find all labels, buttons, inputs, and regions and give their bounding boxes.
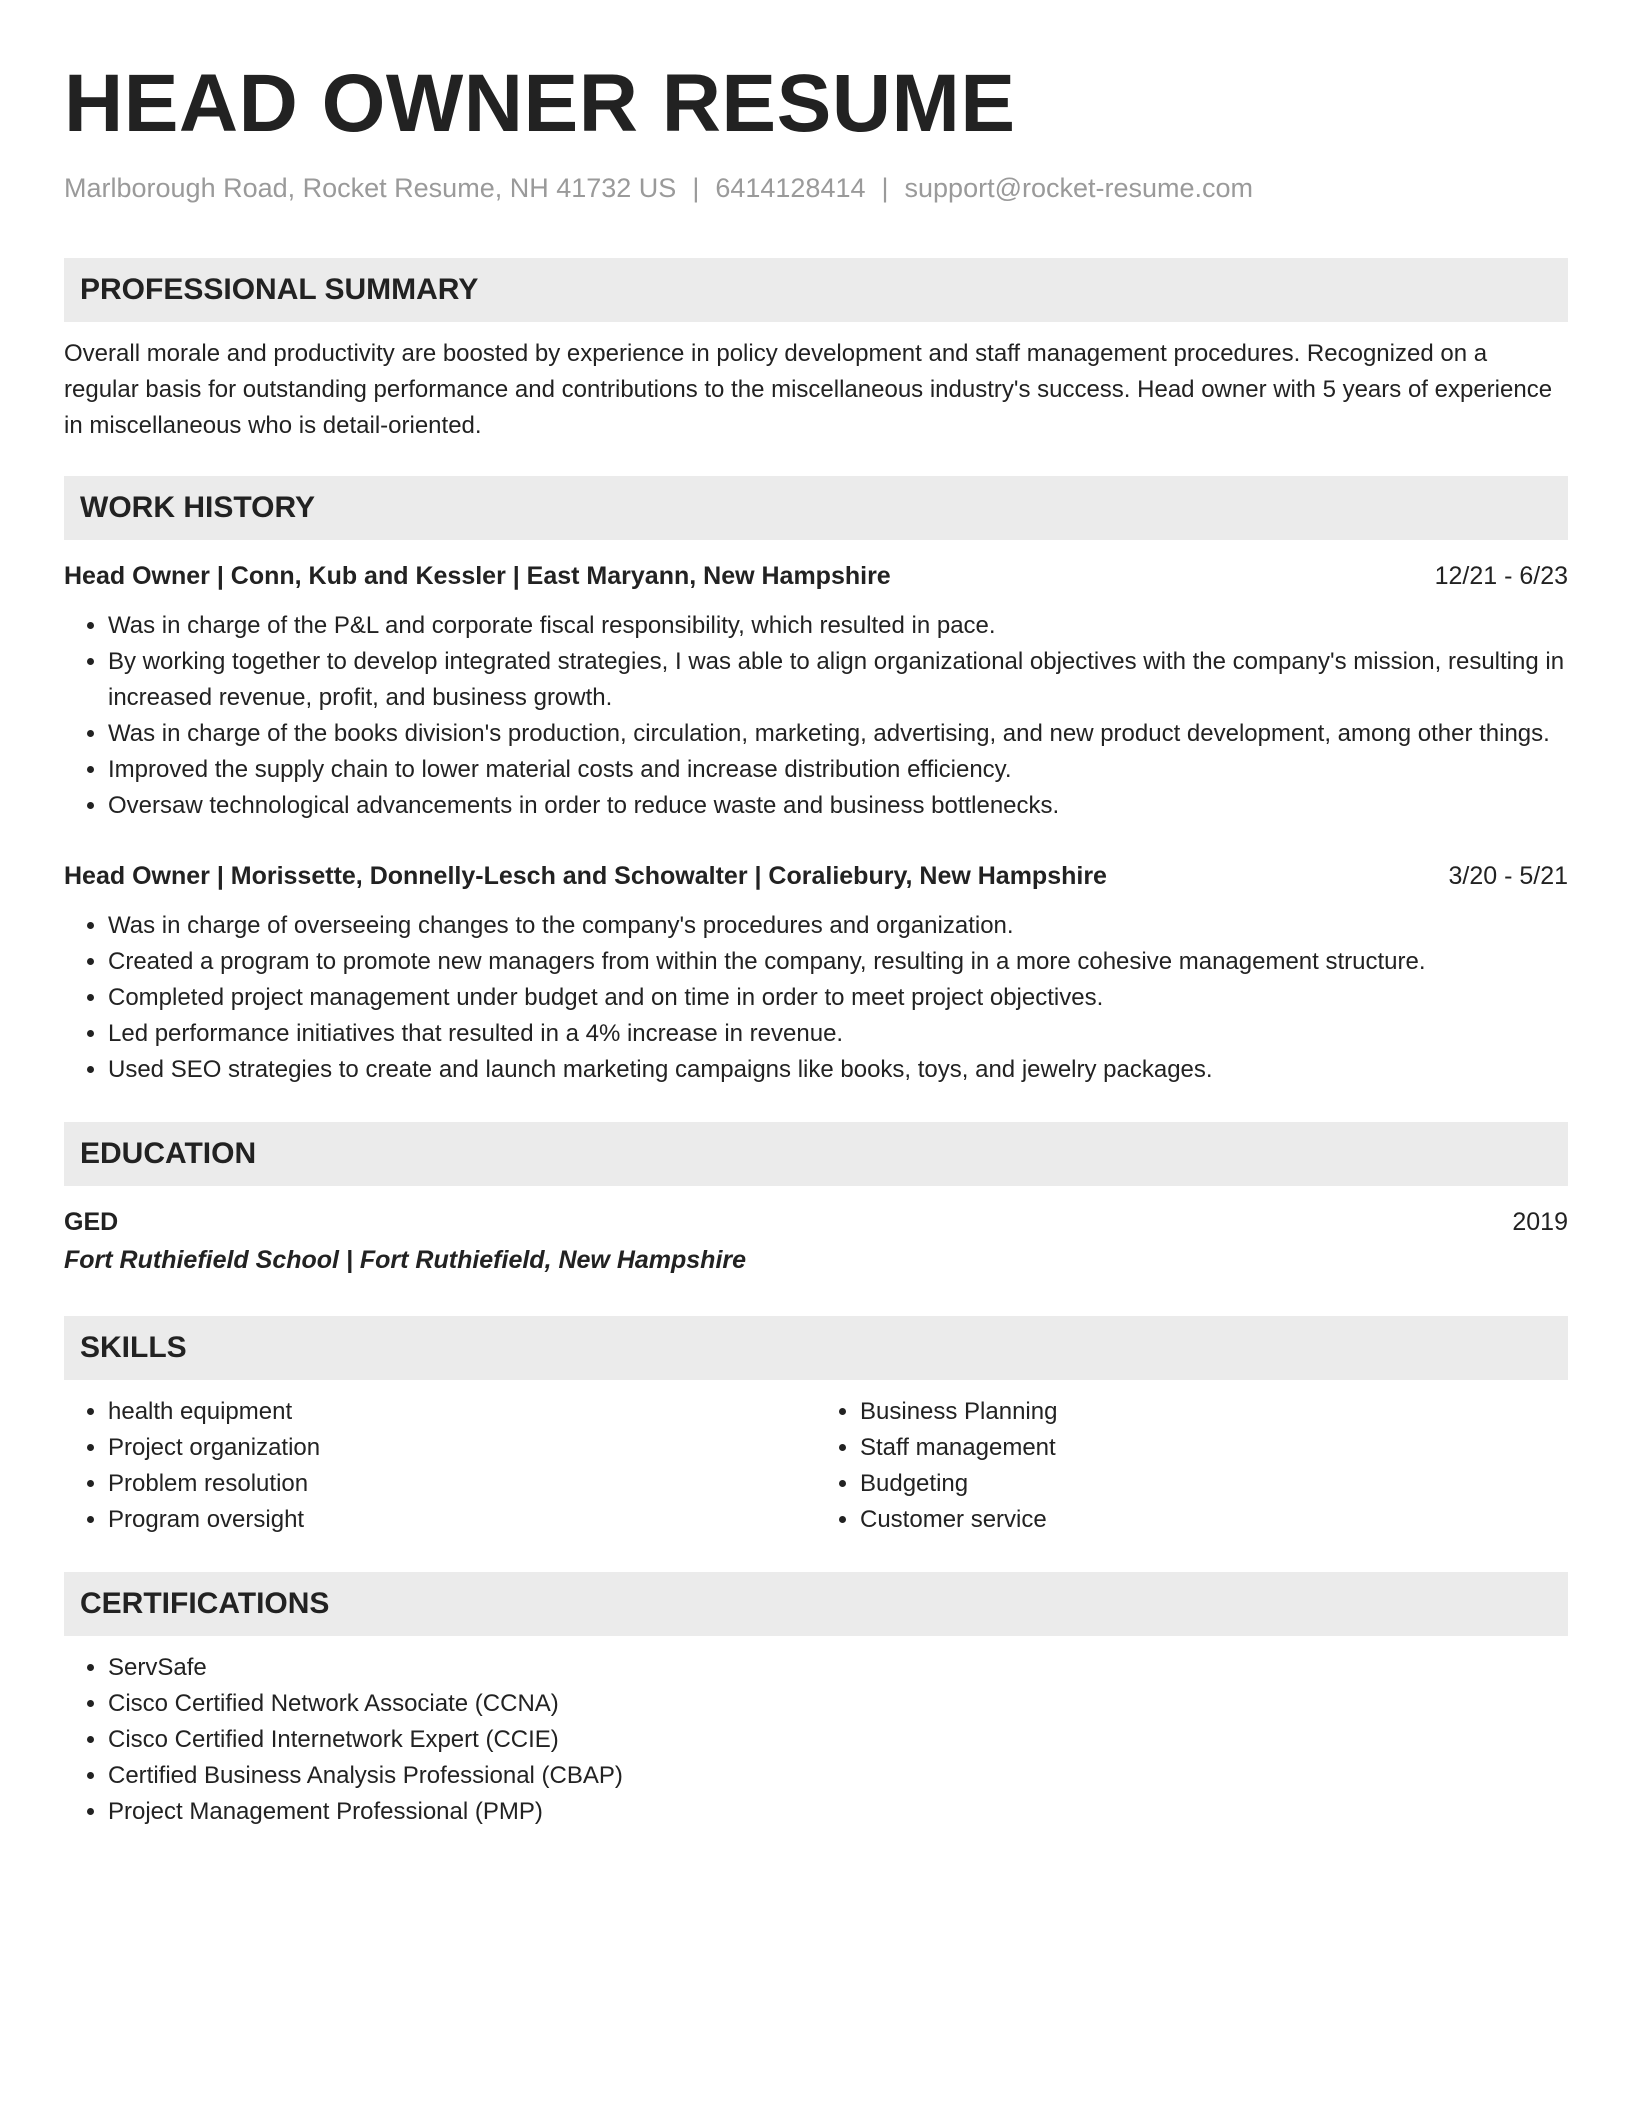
- job-title: Head Owner | Morissette, Donnelly-Lesch and Schowalter | Coraliebury, New Hampshire: [64, 862, 1107, 890]
- job-bullet: • Was in charge of overseeing changes to the company's procedures and organization.: [108, 908, 1568, 944]
- section-heading-skills: SKILLS: [64, 1316, 1568, 1380]
- contact-phone: 6414128414: [715, 173, 866, 203]
- job-header: [64, 858, 1568, 894]
- job-bullet: • Was in charge of the books division's production, circulation, marketing, advertising, and new product development, among other things.: [108, 716, 1568, 752]
- skills-list-right: [816, 1394, 1568, 1538]
- job-header: [64, 558, 1568, 594]
- contact-line: [64, 170, 1568, 206]
- section-heading-summary: PROFESSIONAL SUMMARY: [64, 258, 1568, 322]
- job-dates: 3/20 - 5/21: [1448, 862, 1568, 890]
- job-dates: 12/21 - 6/23: [1434, 562, 1568, 590]
- education-year: 2019: [1512, 1208, 1568, 1236]
- contact-separator: |: [692, 173, 700, 203]
- section-heading-work-history: WORK HISTORY: [64, 476, 1568, 540]
- contact-email: support@rocket-resume.com: [904, 173, 1254, 203]
- job-bullets: [64, 908, 1568, 1088]
- skill-item: • Project organization: [108, 1430, 816, 1466]
- job-bullet: • Was in charge of the P&L and corporate fiscal responsibility, which resulted in pace.: [108, 608, 1568, 644]
- skill-item: • Program oversight: [108, 1502, 816, 1538]
- job-bullet: • Created a program to promote new managers from within the company, resulting in a more cohesive management structure.: [108, 944, 1568, 980]
- job-bullet: • Used SEO strategies to create and launch marketing campaigns like books, toys, and jewelry packages.: [108, 1052, 1568, 1088]
- job-bullet: • Oversaw technological advancements in order to reduce waste and business bottlenecks.: [108, 788, 1568, 824]
- skill-item: • Business Planning: [860, 1394, 1568, 1430]
- job-bullet: • Completed project management under budget and on time in order to meet project objectives.: [108, 980, 1568, 1016]
- education-row: [64, 1204, 1568, 1240]
- job-bullet: • Improved the supply chain to lower material costs and increase distribution efficiency.: [108, 752, 1568, 788]
- skill-item: • health equipment: [108, 1394, 816, 1430]
- certification-item: • Project Management Professional (PMP): [108, 1794, 1568, 1830]
- summary-text: Overall morale and productivity are boosted by experience in policy development and staff management procedures. Recognized on a regular basis for outstanding performance and contributions to the miscellaneous industry's success. Head owner with 5 years of experience in miscellaneous who is detail-oriented.: [64, 340, 1553, 439]
- skill-item: • Budgeting: [860, 1466, 1568, 1502]
- job-entry: [64, 558, 1568, 824]
- skill-item: • Customer service: [860, 1502, 1568, 1538]
- job-title: Head Owner | Conn, Kub and Kessler | East Maryann, New Hampshire: [64, 562, 891, 590]
- certifications-list: [64, 1650, 1568, 1830]
- job-entry: [64, 858, 1568, 1088]
- job-bullets: [64, 608, 1568, 824]
- resume-title: HEAD OWNER RESUME: [64, 58, 1016, 149]
- contact-separator: |: [881, 173, 889, 203]
- job-bullet: • By working together to develop integrated strategies, I was able to align organizational objectives with the company's mission, resulting in increased revenue, profit, and business growth.: [108, 644, 1568, 716]
- education-school: Fort Ruthiefield School | Fort Ruthiefield, New Hampshire: [64, 1246, 747, 1274]
- skills-list-left: [64, 1394, 816, 1538]
- certification-item: • Cisco Certified Network Associate (CCNA): [108, 1686, 1568, 1722]
- certification-item: • ServSafe: [108, 1650, 1568, 1686]
- skill-item: • Staff management: [860, 1430, 1568, 1466]
- section-heading-certifications: CERTIFICATIONS: [64, 1572, 1568, 1636]
- certification-item: • Certified Business Analysis Professional (CBAP): [108, 1758, 1568, 1794]
- education-degree: GED: [64, 1208, 119, 1236]
- contact-address: Marlborough Road, Rocket Resume, NH 41732 US: [64, 173, 677, 203]
- job-bullet: • Led performance initiatives that resulted in a 4% increase in revenue.: [108, 1016, 1568, 1052]
- certification-item: • Cisco Certified Internetwork Expert (CCIE): [108, 1722, 1568, 1758]
- skill-item: • Problem resolution: [108, 1466, 816, 1502]
- section-heading-education: EDUCATION: [64, 1122, 1568, 1186]
- skills-columns: [64, 1394, 1568, 1538]
